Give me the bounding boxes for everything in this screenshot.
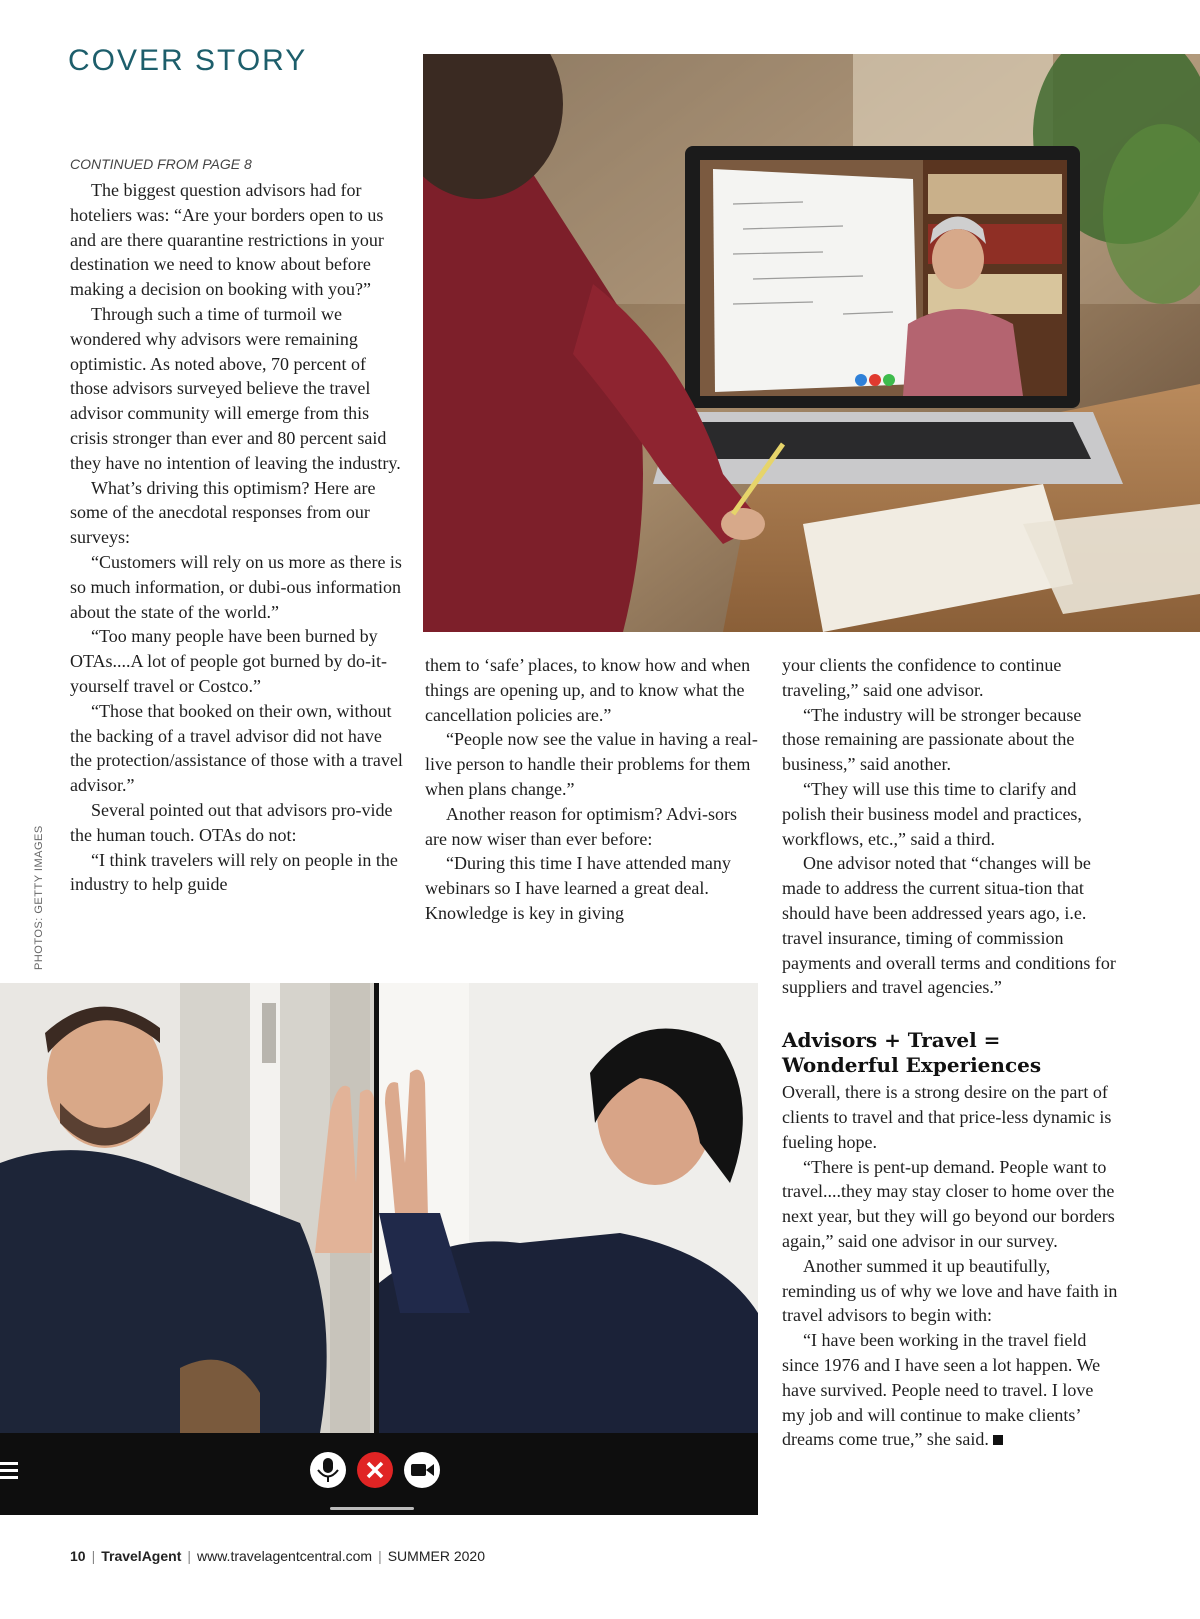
paragraph: “I think travelers will rely on people in the industry to help guide (70, 849, 398, 895)
page-number: 10 (70, 1548, 86, 1564)
paragraph: “The industry will be stronger because those remaining are passionate about the business,” said another. (782, 704, 1082, 775)
video-call-high-five-photo (0, 983, 758, 1515)
paragraph: What’s driving this optimism? Here are some of the anecdotal responses from our surveys: (70, 477, 376, 548)
paragraph: “They will use this time to clarify and polish their business model and practices, workflows, etc.,” said a third. (782, 778, 1082, 849)
laptop-video-call-photo (423, 54, 1200, 632)
paragraph: Several pointed out that advisors pro-vide the human touch. OTAs do not: (70, 799, 393, 845)
paragraph: “There is pent-up demand. People want to travel....they may stay closer to home over the next year, but they will go beyond our borders again,” said one advisor in our survey. (782, 1156, 1115, 1251)
paragraph: One advisor noted that “changes will be made to address the current situa-tion that should have been addressed years ago, i.e. travel insurance, timing of commission payments and overall terms and conditions for suppliers and travel agencies.” (782, 853, 1116, 998)
article-column-3 (782, 653, 1119, 1452)
article-column-2 (425, 653, 763, 926)
paragraph: your clients the confidence to continue traveling,” said one advisor. (782, 655, 1062, 700)
article-column-1 (70, 178, 406, 897)
paragraph: The biggest question advisors had for hoteliers was: “Are your borders open to us and are there quarantine restrictions in your destination we need to know about before making a decision on booking with you?” (70, 180, 384, 300)
paragraph: “Those that booked on their own, without the backing of a travel advisor did not have the protection/assistance of those with a travel advisor.” (70, 700, 403, 796)
magazine-brand: TravelAgent (101, 1548, 182, 1564)
paragraph (782, 1328, 1119, 1452)
paragraph: “During this time I have attended many webinars so I have learned a great deal. Knowledge is key in giving (425, 853, 731, 923)
microphone-icon[interactable] (310, 1452, 346, 1488)
paragraph: Through such a time of turmoil we wondered why advisors were remaining optimistic. As noted above, 70 percent of those advisors surveyed believe the travel advisor community will emerge from this crisis stronger than ever and 80 percent said they have no intention of leaving the industry. (70, 303, 401, 473)
video-call-high-five-illustration (0, 983, 758, 1515)
paragraph: Overall, there is a strong desire on the part of clients to travel and that price-less dynamic is fueling hope. (782, 1082, 1112, 1152)
paragraph: them to ‘safe’ places, to know how and when things are opening up, and to know what the cancellation policies are.” (425, 655, 751, 725)
menu-icon[interactable] (0, 1462, 18, 1479)
continued-from-label: CONTINUED FROM PAGE 8 (70, 156, 252, 172)
page-footer: 10 | TravelAgent | www.travelagentcentral.com | SUMMER 2020 (70, 1548, 485, 1564)
paragraph: “Customers will rely on us more as there is so much information, or dubi-ous information about the state of the world.” (70, 551, 402, 622)
paragraph: Another reason for optimism? Advi-sors are now wiser than ever before: (425, 803, 737, 849)
end-call-icon[interactable] (357, 1452, 393, 1488)
photo-credit: PHOTOS: GETTY IMAGES (33, 825, 45, 970)
laptop-video-call-illustration (423, 54, 1200, 632)
paragraph: “Too many people have been burned by OTAs....A lot of people got burned by do-it-yourself travel or Costco.” (70, 626, 388, 696)
final-quote: “I have been working in the travel field since 1976 and I have seen a lot happen. We have survived. People need to travel. I love my job and will continue to make clients’ dreams come true,” she said. (782, 1330, 1101, 1450)
video-camera-icon[interactable] (404, 1452, 440, 1488)
home-indicator (330, 1507, 414, 1510)
website-url: www.travelagentcentral.com (197, 1548, 373, 1564)
section-label: COVER STORY (68, 44, 308, 77)
end-mark-icon (993, 1435, 1003, 1445)
issue-label: SUMMER 2020 (387, 1548, 485, 1564)
paragraph: “People now see the value in having a real-live person to handle their problems for them when plans change.” (425, 729, 758, 799)
subheading: Advisors + Travel = Wonderful Experiences (782, 1028, 1042, 1078)
paragraph: Another summed it up beautifully, reminding us of why we love and have faith in travel advisors to begin with: (782, 1255, 1118, 1326)
